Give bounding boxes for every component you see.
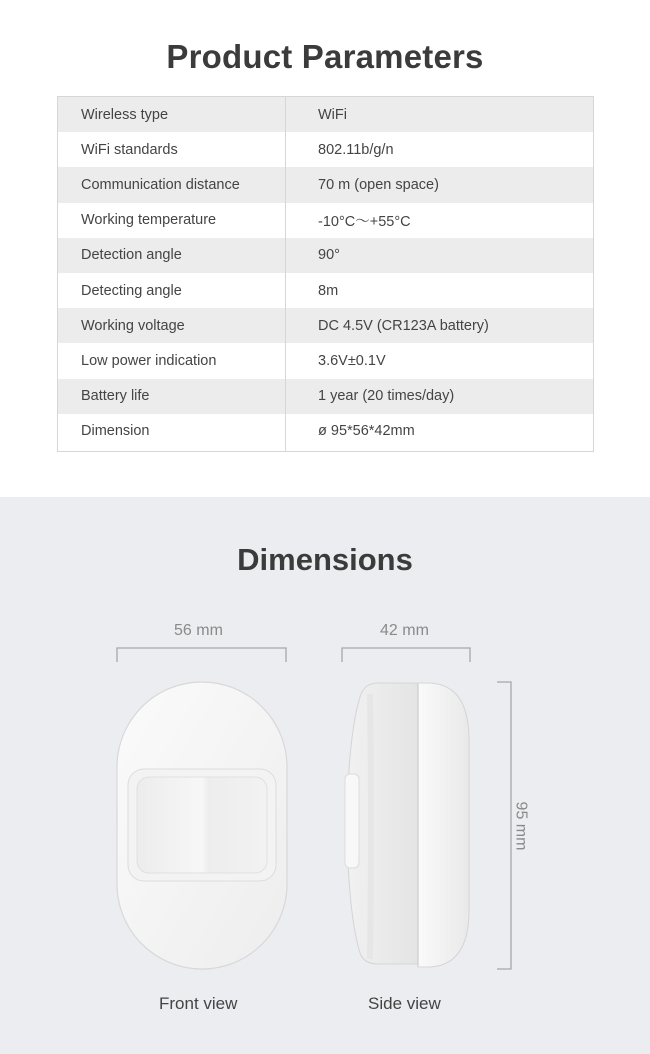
spec-row xyxy=(58,343,593,378)
dimensions-section xyxy=(0,497,650,1054)
depth-label: 42 mm xyxy=(380,622,429,639)
dimension-drawing xyxy=(0,497,650,1054)
spec-table xyxy=(57,96,594,452)
spec-row xyxy=(58,97,593,132)
spec-label: Working voltage xyxy=(81,317,185,334)
spec-value: 70 m (open space) xyxy=(318,176,439,193)
column-divider xyxy=(285,97,286,451)
spec-value: -10°C～+55°C xyxy=(318,213,411,230)
spec-label: Low power indication xyxy=(81,352,217,369)
spec-label: Working temperature xyxy=(81,212,217,229)
parameters-title: Product Parameters xyxy=(166,38,484,75)
spec-label: Battery life xyxy=(81,388,150,405)
front-view-device xyxy=(117,682,287,969)
spec-label: WiFi standards xyxy=(81,141,178,158)
side-view-caption: Side view xyxy=(368,994,441,1013)
spec-row xyxy=(58,132,593,167)
spec-label: Dimension xyxy=(81,423,150,440)
spec-row xyxy=(58,238,593,273)
dimensions-title: Dimensions xyxy=(237,542,413,577)
spec-value: ø 95*56*42mm xyxy=(318,423,415,440)
spec-row xyxy=(58,379,593,414)
spec-value: 1 year (20 times/day) xyxy=(318,388,455,405)
depth-bracket xyxy=(342,648,470,662)
spec-label: Detecting angle xyxy=(81,282,182,299)
height-bracket xyxy=(497,682,511,969)
spec-value: WiFi xyxy=(318,106,347,123)
spec-value: 90° xyxy=(318,247,340,264)
spec-row xyxy=(58,203,593,238)
spec-label: Detection angle xyxy=(81,247,182,264)
spec-label: Communication distance xyxy=(81,176,240,193)
spec-row xyxy=(58,414,593,449)
spec-row xyxy=(58,167,593,202)
product-parameters-section xyxy=(0,0,650,497)
spec-value: 8m xyxy=(318,282,339,299)
width-bracket xyxy=(117,648,286,662)
spec-value: 3.6V±0.1V xyxy=(318,352,386,369)
spec-value: DC 4.5V (CR123A battery) xyxy=(318,317,489,334)
height-label: 95 mm xyxy=(512,801,530,851)
spec-label: Wireless type xyxy=(81,106,169,123)
spec-value: 802.11b/g/n xyxy=(318,141,394,158)
side-view-device xyxy=(345,683,469,967)
spec-row xyxy=(58,273,593,308)
front-view-caption: Front view xyxy=(159,994,238,1013)
spec-row xyxy=(58,308,593,343)
width-label: 56 mm xyxy=(174,622,223,639)
